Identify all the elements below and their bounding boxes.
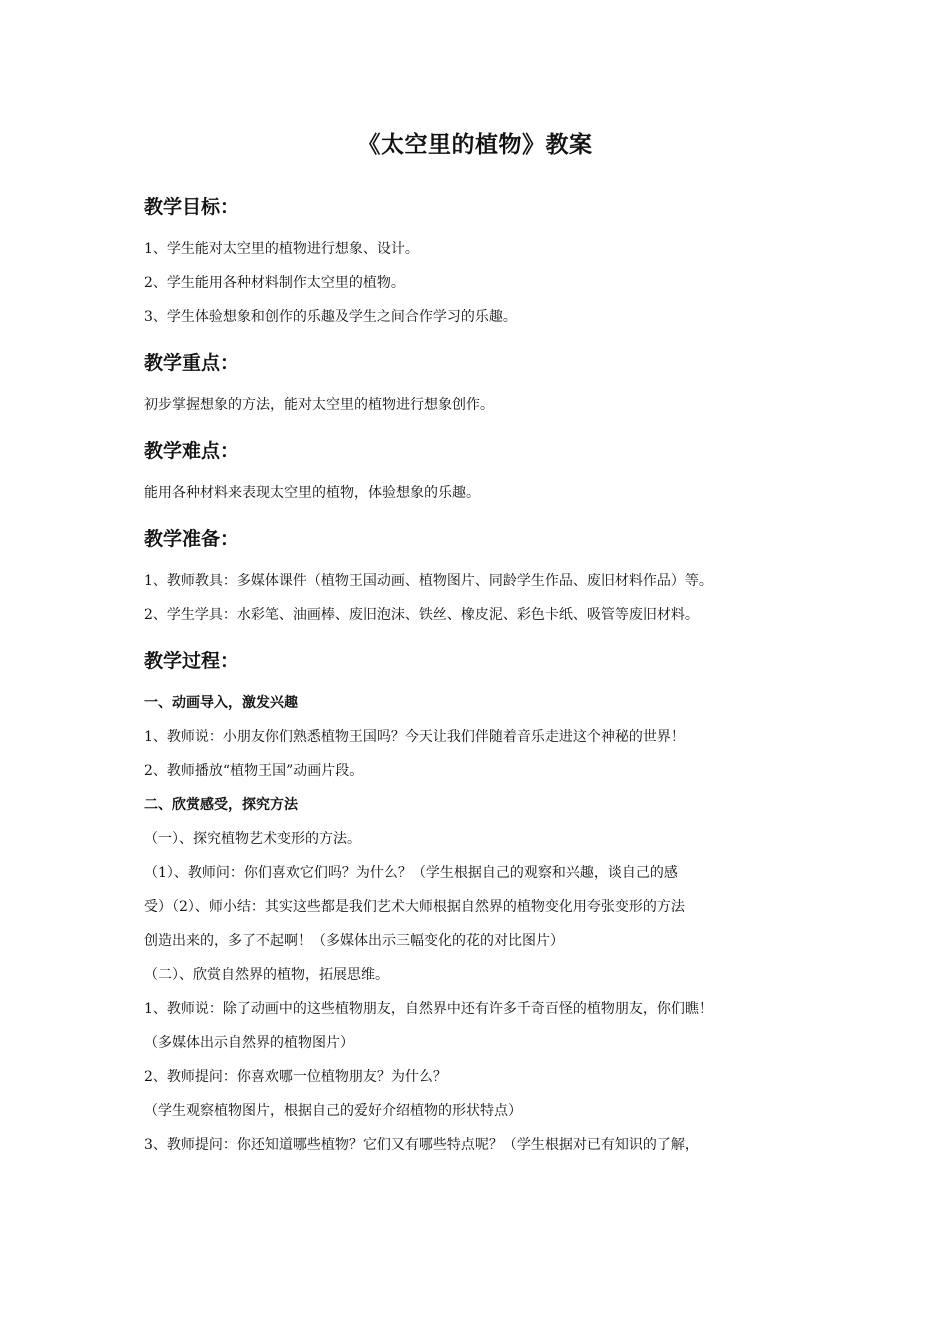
process-line: （多媒体出示自然界的植物图片） (144, 1035, 354, 1051)
preparation-item: 1、教师教具：多媒体课件（植物王国动画、植物图片、同龄学生作品、废旧材料作品）等。 (144, 573, 713, 589)
key-points-text: 初步掌握想象的方法，能对太空里的植物进行想象创作。 (144, 397, 494, 413)
objectives-heading: 教学目标： (144, 196, 240, 218)
process-line: （1）、教师问：你们喜欢它们吗？为什么？（学生根据自己的观察和兴趣，谈自己的感 (144, 865, 678, 881)
document-body (144, 192, 834, 1162)
difficulties-text: 能用各种材料来表现太空里的植物，体验想象的乐趣。 (144, 485, 480, 501)
process-line: 1、教师说：除了动画中的这些植物朋友，自然界中还有许多千奇百怪的植物朋友，你们瞧！ (144, 1001, 713, 1017)
process-line: （学生观察植物图片，根据自己的爱好介绍植物的形状特点） (144, 1103, 522, 1119)
difficulties-heading: 教学难点： (144, 440, 240, 462)
process-line: 2、教师提问：你喜欢哪一位植物朋友？为什么？ (144, 1069, 447, 1085)
process-line: （一）、探究植物艺术变形的方法。 (144, 831, 361, 847)
process-line: 2、教师播放“植物王国”动画片段。 (144, 763, 364, 779)
objective-item: 1、学生能对太空里的植物进行想象、设计。 (144, 241, 419, 257)
document-title: 《太空里的植物》教案 (357, 132, 593, 158)
process-heading: 教学过程： (144, 650, 240, 672)
objective-item: 3、学生体验想象和创作的乐趣及学生之间合作学习的乐趣。 (144, 309, 517, 325)
process-line: （二）、欣赏自然界的植物，拓展思维。 (144, 967, 389, 983)
preparation-item: 2、学生学具：水彩笔、油画棒、废旧泡沫、铁丝、橡皮泥、彩色卡纸、吸管等废旧材料。 (144, 607, 699, 623)
section-preparation (144, 524, 834, 632)
process-line: 3、教师提问：你还知道哪些植物？它们又有哪些特点呢？（学生根据对已有知识的了解， (144, 1137, 699, 1153)
objective-item: 2、学生能用各种材料制作太空里的植物。 (144, 275, 405, 291)
process-line: 受）（2）、师小结：其实这些都是我们艺术大师根据自然界的植物变化用夸张变形的方法 (144, 899, 685, 915)
section-difficulties (144, 436, 834, 510)
process-line: 创造出来的，多了不起啊！（多媒体出示三幅变化的花的对比图片） (144, 933, 564, 949)
key-points-heading: 教学重点： (144, 352, 240, 374)
section-process (144, 646, 834, 1162)
process-part1-heading: 一、动画导入，激发兴趣 (144, 695, 298, 711)
process-line: 1、教师说：小朋友你们熟悉植物王国吗？今天让我们伴随着音乐走进这个神秘的世界！ (144, 729, 685, 745)
section-key-points (144, 348, 834, 422)
preparation-heading: 教学准备： (144, 528, 240, 550)
section-objectives (144, 192, 834, 334)
process-part2-heading: 二、欣赏感受，探究方法 (144, 797, 298, 813)
